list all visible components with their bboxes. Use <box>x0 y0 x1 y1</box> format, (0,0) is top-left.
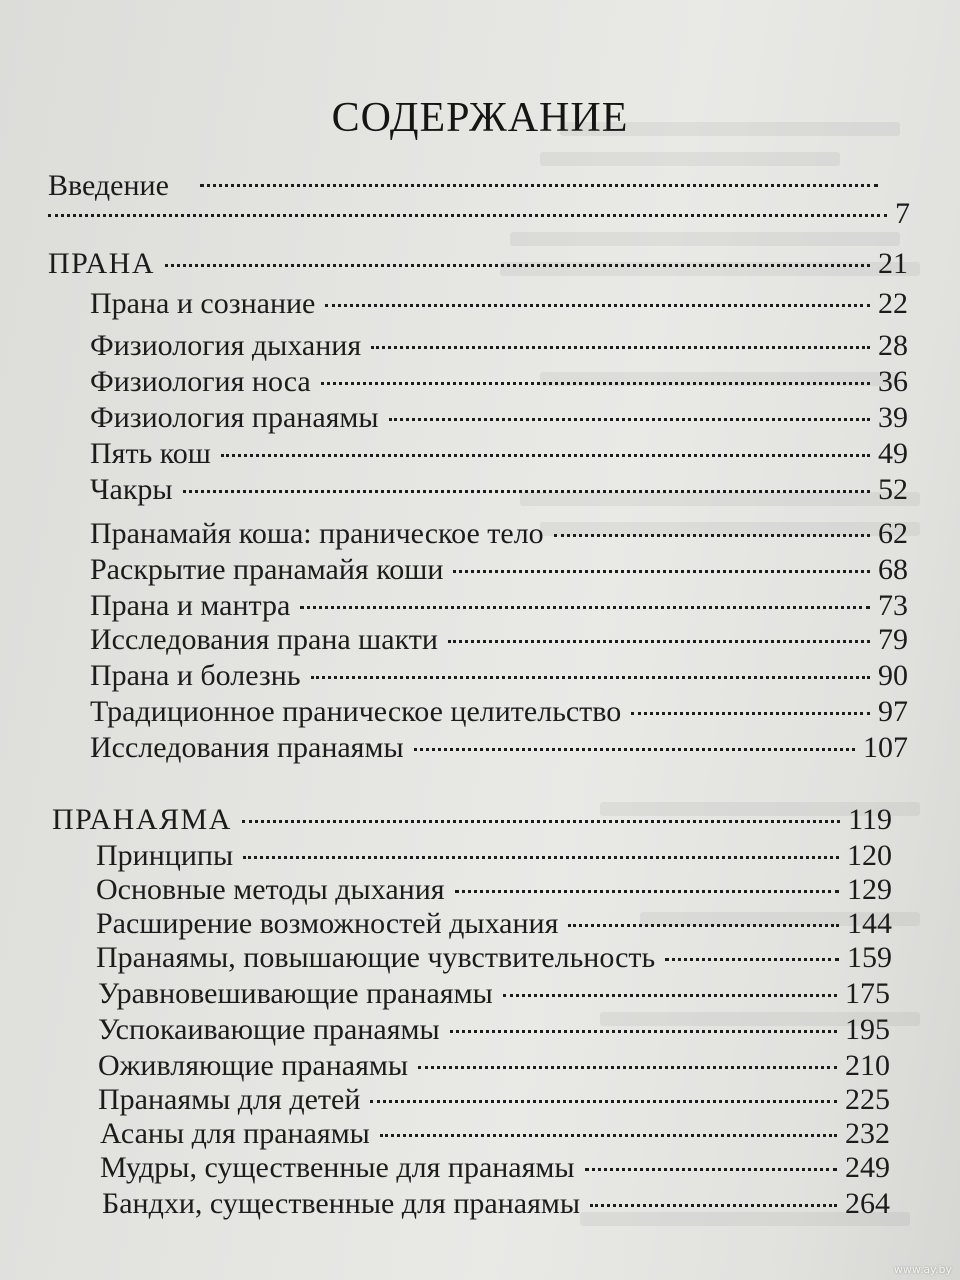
entry-label: Пранамайя коша: праническое тело <box>90 517 544 550</box>
toc-entry <box>96 940 892 976</box>
dot-leader <box>450 1030 837 1033</box>
page-number: 249 <box>845 1151 890 1184</box>
dot-leader <box>453 570 870 573</box>
dot-leader <box>389 418 870 421</box>
entry-label: Успокаивающие пранаямы <box>98 1013 440 1046</box>
entry-label: Прана и сознание <box>90 287 316 320</box>
dot-leader <box>503 994 837 997</box>
page-number: 21 <box>878 247 908 280</box>
page-title: СОДЕРЖАНИЕ <box>331 95 629 141</box>
entry-label: Основные методы дыхания <box>96 873 445 906</box>
entry-label: Раскрытие пранамайя коши <box>90 553 444 586</box>
toc-entry <box>90 516 908 552</box>
page-number: 22 <box>878 287 908 320</box>
toc-entry <box>100 1150 890 1186</box>
entry-label: Прана и мантра <box>90 589 291 622</box>
dot-leader <box>221 454 870 457</box>
dot-leader <box>554 534 870 537</box>
page-number: 264 <box>845 1187 890 1220</box>
dot-leader <box>380 1134 837 1137</box>
dot-leader <box>325 304 870 307</box>
toc-entry <box>98 1012 890 1048</box>
toc-entry <box>90 436 908 472</box>
toc-entry <box>90 364 908 400</box>
toc-entry <box>98 1048 890 1084</box>
page-number: 144 <box>847 907 892 940</box>
entry-label: Традиционное праническое целительство <box>90 695 622 728</box>
dot-leader <box>631 712 870 715</box>
page-number: 52 <box>878 473 908 506</box>
entry-label: Физиология носа <box>90 365 311 398</box>
watermark: www.ay.by <box>893 1263 952 1276</box>
page-number: 232 <box>845 1117 890 1150</box>
entry-label: Чакры <box>90 473 173 506</box>
entry-label: Исследования пранаямы <box>90 731 404 764</box>
page-number: 79 <box>878 623 908 656</box>
toc-entry <box>90 588 908 624</box>
dot-leader <box>243 856 839 859</box>
dot-leader <box>448 640 870 643</box>
toc-entry <box>90 552 908 588</box>
dot-leader <box>665 958 839 961</box>
toc-entry <box>102 1186 890 1222</box>
toc-entry <box>96 838 892 874</box>
toc-entry <box>90 400 908 436</box>
toc-entry <box>96 872 892 908</box>
page-number: 107 <box>863 731 908 764</box>
toc-section-prana <box>48 246 908 282</box>
page-number: 49 <box>878 437 908 470</box>
page-number: 28 <box>878 329 908 362</box>
page-number: 119 <box>848 803 892 836</box>
page-number: 225 <box>845 1083 890 1116</box>
entry-label: Асаны для пранаямы <box>100 1117 370 1150</box>
dot-leader <box>321 382 870 385</box>
page-number: 159 <box>847 941 892 974</box>
toc-entry <box>90 472 908 508</box>
page-number: 97 <box>878 695 908 728</box>
toc-section-pranayama <box>52 802 892 838</box>
dot-leader <box>590 1204 837 1207</box>
page-number: 68 <box>878 553 908 586</box>
section-label: ПРАНАЯМА <box>52 803 232 836</box>
toc-entry-intro <box>48 196 910 232</box>
toc-entry <box>90 286 908 322</box>
toc-entry-intro-label: Введение <box>48 169 169 202</box>
toc-entry <box>96 906 892 942</box>
dot-leader <box>300 606 870 609</box>
entry-label: Пранаямы, повышающие чувствительность <box>96 941 656 974</box>
section-label: ПРАНА <box>48 247 156 280</box>
dot-leader <box>585 1168 837 1171</box>
toc-entry <box>90 694 908 730</box>
entry-label: Расширение возможностей дыхания <box>96 907 559 940</box>
toc-entry <box>98 976 890 1012</box>
dot-leader <box>165 264 870 267</box>
dot-leader <box>183 490 870 493</box>
dot-leader <box>371 346 870 349</box>
toc-entry <box>100 1116 890 1152</box>
page-number: 195 <box>845 1013 890 1046</box>
entry-label: Пранаямы для детей <box>98 1083 361 1116</box>
toc-entry <box>90 730 908 766</box>
entry-label: Уравновешивающие пранаямы <box>98 977 493 1010</box>
page-number: 90 <box>878 659 908 692</box>
dot-leader <box>455 890 839 893</box>
dot-leader <box>242 820 840 823</box>
entry-label: Мудры, существенные для пранаямы <box>100 1151 575 1184</box>
dot-leader <box>370 1100 837 1103</box>
page-number: 7 <box>895 197 910 230</box>
toc-entry <box>98 1082 890 1118</box>
entry-label: Прана и болезнь <box>90 659 301 692</box>
entry-label: Бандхи, существенные для пранаямы <box>102 1187 581 1220</box>
entry-label: Принципы <box>96 839 234 872</box>
entry-label: Физиология пранаямы <box>90 401 379 434</box>
dot-leader <box>200 184 878 187</box>
page-number: 62 <box>878 517 908 550</box>
entry-label: Физиология дыхания <box>90 329 362 362</box>
dot-leader <box>568 924 839 927</box>
page-number: 129 <box>847 873 892 906</box>
dot-leader <box>414 748 855 751</box>
page-number: 120 <box>847 839 892 872</box>
toc-entry <box>90 622 908 658</box>
page-number: 39 <box>878 401 908 434</box>
page-number: 210 <box>845 1049 890 1082</box>
page-number: 73 <box>878 589 908 622</box>
page-number: 36 <box>878 365 908 398</box>
dot-leader <box>418 1066 837 1069</box>
entry-label: Оживляющие пранаямы <box>98 1049 409 1082</box>
entry-label: Пять кош <box>90 437 211 470</box>
toc-entry <box>90 658 908 694</box>
entry-label: Исследования прана шакти <box>90 623 438 656</box>
dot-leader <box>311 676 870 679</box>
page-number: 175 <box>845 977 890 1010</box>
toc-entry <box>90 328 908 364</box>
dot-leader <box>48 214 887 217</box>
